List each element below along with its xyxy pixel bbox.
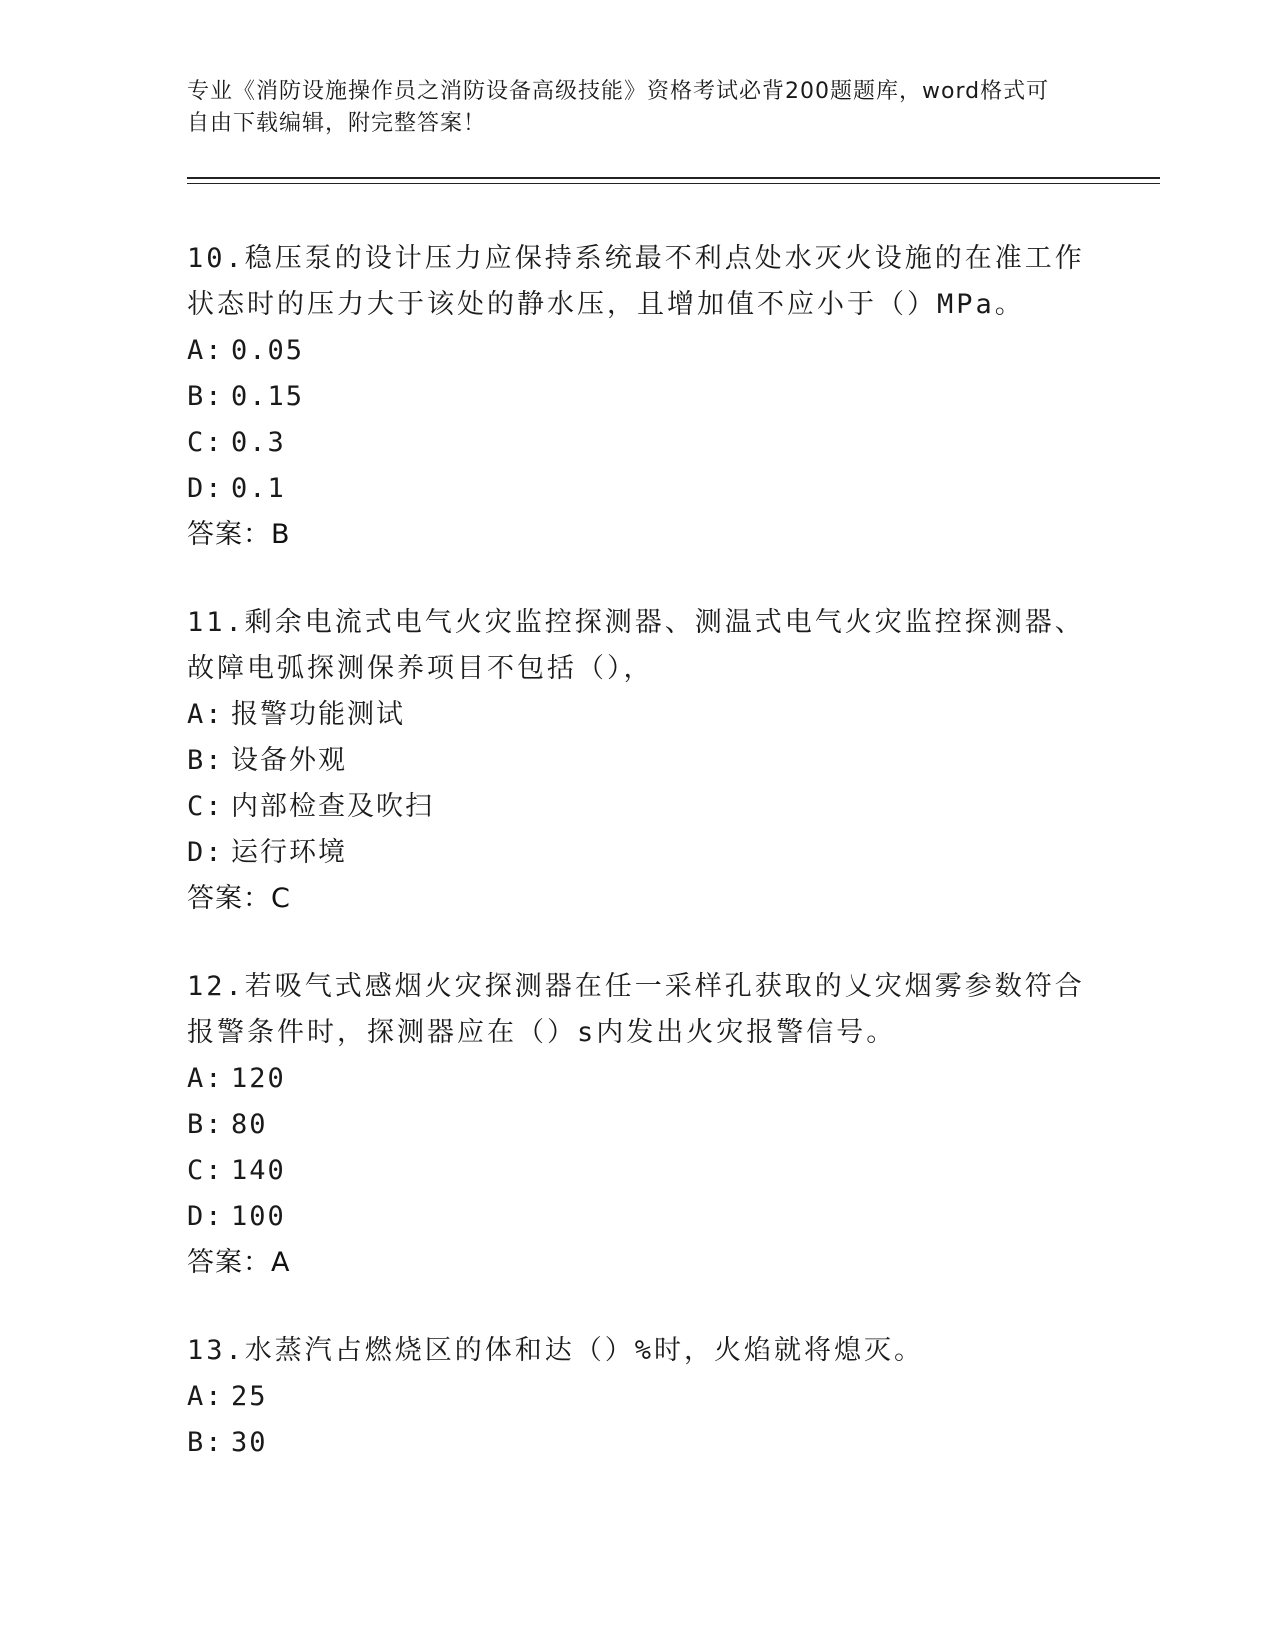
option-letter: B: [187,745,224,776]
option-b [187,738,1087,784]
option-letter: C: [187,791,224,822]
option-a [187,328,1087,374]
option-text: 运行环境 [231,837,347,868]
option-letter: C: [187,1155,224,1186]
option-text: 0.05 [231,335,305,366]
option-b [187,374,1087,420]
option-letter: B: [187,1109,224,1140]
answer-line: 答案：A [187,1247,291,1278]
option-text: 0.1 [231,473,286,504]
option-text: 0.3 [231,427,286,458]
option-letter: A: [187,1063,224,1094]
option-c [187,1148,1087,1194]
document-header: 专业《消防设施操作员之消防设备高级技能》资格考试必背200题题库，word格式可自由下载编辑，附完整答案！ [187,79,1050,136]
option-text: 30 [231,1427,268,1458]
option-text: 内部检查及吹扫 [231,791,434,822]
question-stem: 12.若吸气式感烟火灾探测器在任一采样孔获取的乂灾烟雾参数符合报警条件时，探测器应在（）s内发出火灾报警信号。 [187,971,1085,1048]
option-b [187,1420,1087,1466]
question-10 [187,236,1087,558]
option-letter: B: [187,381,224,412]
option-letter: B: [187,1427,224,1458]
option-a [187,1374,1087,1420]
option-c [187,420,1087,466]
question-stem: 10.稳压泵的设计压力应保持系统最不利点处水灭火设施的在准工作状态时的压力大于该处的静水压，且增加值不应小于（）MPa。 [187,243,1085,320]
question-stem: 13.水蒸汽占燃烧区的体和达（）%时，火焰就将熄灭。 [187,1335,925,1366]
question-list [187,236,1087,1508]
option-text: 120 [231,1063,286,1094]
option-letter: A: [187,1381,224,1412]
option-a [187,692,1087,738]
option-a [187,1056,1087,1102]
option-d [187,1194,1087,1240]
option-letter: A: [187,335,224,366]
option-letter: D: [187,1201,224,1232]
option-text: 140 [231,1155,286,1186]
option-d [187,830,1087,876]
option-b [187,1102,1087,1148]
option-text: 报警功能测试 [231,699,405,730]
option-c [187,784,1087,830]
option-letter: A: [187,699,224,730]
option-text: 100 [231,1201,286,1232]
question-11 [187,600,1087,922]
option-letter: D: [187,473,224,504]
option-text: 80 [231,1109,268,1140]
option-text: 25 [231,1381,268,1412]
option-letter: C: [187,427,224,458]
question-12 [187,964,1087,1286]
question-13 [187,1328,1087,1466]
option-text: 设备外观 [231,745,347,776]
question-stem: 11.剩余电流式电气火灾监控探测器、测温式电气火灾监控探测器、故障电弧探测保养项目不包括（）， [187,607,1085,684]
answer-line: 答案：B [187,519,291,550]
header-divider-thick [187,177,1160,179]
header-divider-thin [187,183,1160,184]
answer-line: 答案：C [187,883,291,914]
option-letter: D: [187,837,224,868]
option-text: 0.15 [231,381,305,412]
option-d [187,466,1087,512]
